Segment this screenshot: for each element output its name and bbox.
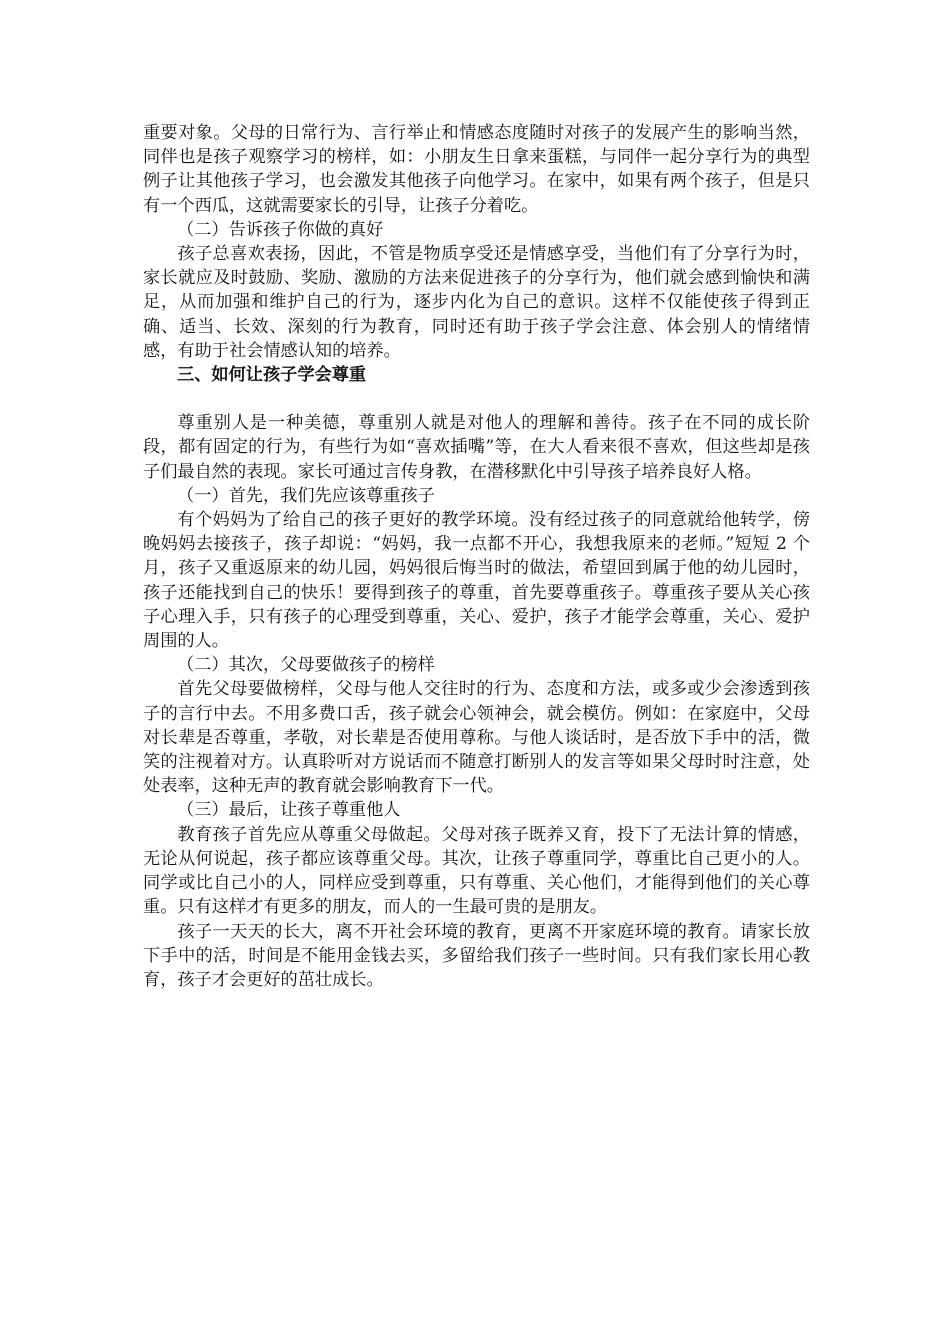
subheading-tell-child-well-done: （二）告诉孩子你做的真好 [177,219,384,240]
subheading-respect-child-first: （一）首先，我们先应该尊重孩子 [177,485,435,506]
paragraph-praise: 孩子总喜欢表扬，因此，不管是物质享受还是情感享受，当他们有了分享行为时，家长就应及时鼓励、奖励、激励的方法来促进孩子的分享行为，他们就会感到愉快和满足，从而加强和维护自己的行为，逐步内化为自己的意识。这样不仅能使孩子得到正确、适当、长效、深刻的行为教育，同时还有助于孩子学会注意、体会别人的情绪情感，有助于社会情感认知的培养。 [143,244,810,361]
subheading-respect-others: （三）最后，让孩子尊重他人 [177,800,401,821]
paragraph-parents-example: 首先父母要做榜样，父母与他人交往时的行为、态度和方法，或多或少会渗透到孩子的言行中去。不用多费口舌，孩子就会心领神会，就会模仿。例如：在家庭中，父母对长辈是否尊重，孝敬，对长辈是否使用尊称。与他人谈话时，是否放下手中的活，微笑的注视着对方。认真聆听对方说话而不随意打断别人的发言等如果父母时时注意，处处表率，这种无声的教育就会影响教育下一代。 [143,679,810,797]
paragraph-sharing-role-models: 重要对象。父母的日常行为、言行举止和情感态度随时对孩子的发展产生的影响当然，同伴也是孩子观察学习的榜样，如：小朋友生日拿来蛋糕，与同伴一起分享行为的典型例子让其他孩子学习，也会激发其他孩子向他学习。在家中，如果有两个孩子，但是只有一个西瓜，这就需要家长的引导，让孩子分着吃。 [143,123,810,216]
document-page [143,121,810,992]
section-heading-respect: 三、如何让孩子学会尊重 [177,365,367,386]
paragraph-respect-parents: 教育孩子首先应从尊重父母做起。父母对孩子既养又育，投下了无法计算的情感，无论从何说起，孩子都应该尊重父母。其次，让孩子尊重同学，尊重比自己更小的人。同学或比自己小的人，同样应受到尊重，只有尊重、关心他们，才能得到他们的关心尊重。只有这样才有更多的朋友，而人的一生最可贵的是朋友。 [143,824,810,918]
subheading-parents-role-model: （二）其次，父母要做孩子的榜样 [177,655,435,676]
paragraph-conclusion: 孩子一天天的长大，离不开社会环境的教育，更离不开家庭环境的教育。请家长放下手中的活，时间是不能用金钱去买，多留给我们孩子一些时间。只有我们家长用心教育，孩子才会更好的茁壮成长。 [143,921,810,990]
blank-line [143,387,810,411]
paragraph-respect-intro: 尊重别人是一种美德，尊重别人就是对他人的理解和善待。孩子在不同的成长阶段，都有固定的行为，有些行为如“喜欢插嘴”等，在大人看来很不喜欢，但这些却是孩子们最自然的表现。家长可通过言传身教，在潜移默化中引导孩子培养良好人格。 [143,413,810,482]
paragraph-mother-story: 有个妈妈为了给自己的孩子更好的教学环境。没有经过孩子的同意就给他转学，傍晚妈妈去接孩子，孩子却说：“妈妈，我一点都不开心，我想我原来的老师。”短短 2 个月，孩子又重返原来的幼儿园，妈妈很后悔当时的做法，希望回到属于他的幼儿园时，孩子还能找到自己的快乐！要得到孩子的尊重，首先要尊重孩子。尊重孩子要从关心孩子心理入手，只有孩子的心理受到尊重，关心、爱护，孩子才能学会尊重，关心、爱护周围的人。 [143,510,810,652]
